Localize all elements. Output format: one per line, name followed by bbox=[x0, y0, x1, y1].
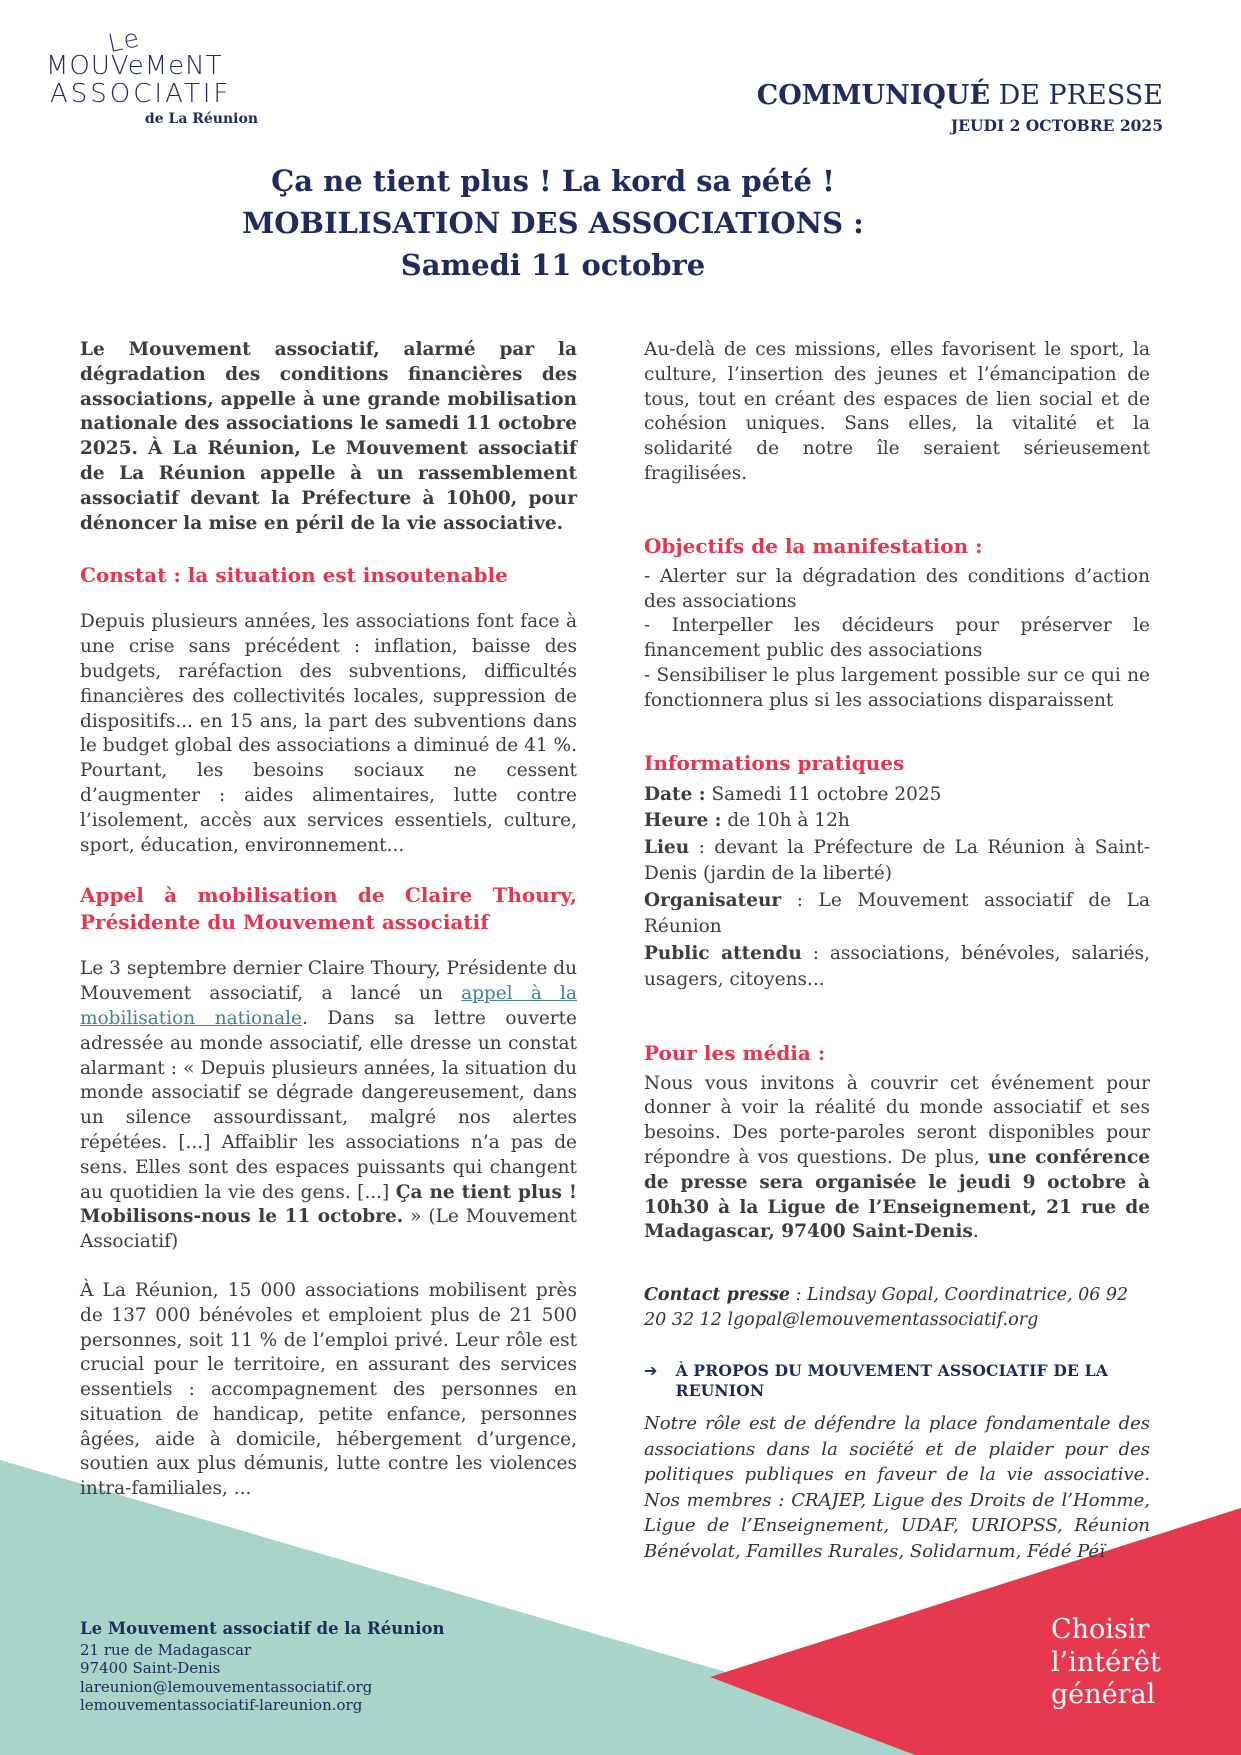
contact-label: Contact presse bbox=[644, 1285, 791, 1306]
mobilisation-nationale-link[interactable]: appel à la mobilisation nationale bbox=[80, 983, 577, 1029]
info-label: Heure : bbox=[644, 810, 722, 832]
heading-objectifs: Objectifs de la manifestation : bbox=[644, 533, 983, 558]
document-kicker bbox=[757, 80, 1163, 135]
objectif-item: - Alerter sur la dégradation des conditions d’action des associations bbox=[644, 565, 1150, 612]
press-contact bbox=[644, 1283, 1150, 1333]
tagline-line-2: l’intérêt bbox=[1051, 1646, 1161, 1678]
info-value: : devant la Préfecture de La Réunion à Saint-Denis (jardin de la liberté) bbox=[644, 836, 1150, 885]
paragraph-appel bbox=[80, 957, 577, 1255]
organization-logo bbox=[46, 22, 258, 127]
objectif-item: - Sensibiliser le plus largement possible sur ce qui ne fonctionnera plus si les associations disparaissent bbox=[644, 664, 1150, 711]
document-date: JEUDI 2 OCTOBRE 2025 bbox=[950, 116, 1163, 135]
paragraph-media bbox=[644, 1072, 1150, 1246]
info-label: Public attendu bbox=[644, 942, 802, 964]
contact-details: : Lindsay Gopal, Coordinatrice, 06 92 20 32 12 lgopal@lemouvementassociatif.org bbox=[644, 1285, 1129, 1331]
info-row-heure bbox=[644, 808, 1150, 835]
logo-line-mouvement: MOUVeMeNT bbox=[46, 51, 223, 81]
media-text-after-bold: . bbox=[972, 1221, 979, 1243]
arrow-right-icon: ➔ bbox=[644, 1361, 658, 1381]
about-title-text: À PROPOS DU MOUVEMENT ASSOCIATIF DE LA REUNION bbox=[675, 1361, 1108, 1401]
appel-bold-quote: Ça ne tient plus ! Mobilisons-nous le 11 octobre. bbox=[80, 1181, 578, 1228]
kicker-title-rest: DE PRESSE bbox=[990, 80, 1163, 111]
title-line-2: MOBILISATION DES ASSOCIATIONS : bbox=[242, 206, 864, 240]
left-column bbox=[80, 338, 577, 1526]
info-row-date bbox=[644, 782, 1150, 809]
kicker-title bbox=[757, 80, 1163, 111]
info-row-public bbox=[644, 941, 1150, 994]
info-row-lieu bbox=[644, 835, 1150, 888]
heading-appel: Appel à mobilisation de Claire Thoury, Présidente du Mouvement associatif bbox=[80, 883, 577, 935]
title-line-1: Ça ne tient plus ! La kord sa pété ! bbox=[271, 164, 835, 198]
footer-website: lemouvementassociatif-lareunion.org bbox=[80, 1696, 363, 1714]
info-row-organisateur bbox=[644, 888, 1150, 941]
infos-pratiques-list bbox=[644, 782, 1150, 994]
heading-constat: Constat : la situation est insoutenable bbox=[80, 563, 508, 588]
heading-media: Pour les média : bbox=[644, 1040, 826, 1065]
tagline-line-1: Choisir bbox=[1051, 1614, 1150, 1645]
appel-text-before-link: Le 3 septembre dernier Claire Thoury, Présidente du Mouvement associatif, a lancé un bbox=[80, 958, 577, 1005]
appel-text-after-bold: » (Le Mouvement Associatif) bbox=[80, 1206, 577, 1253]
footer-address-block bbox=[80, 1620, 444, 1715]
heading-infos-pratiques: Informations pratiques bbox=[644, 750, 905, 775]
info-label: Lieu bbox=[644, 836, 690, 858]
footer-address-line: 97400 Saint-Denis bbox=[80, 1659, 221, 1677]
page-title bbox=[0, 160, 1106, 286]
footer-org-name: Le Mouvement associatif de la Réunion bbox=[80, 1619, 445, 1638]
paragraph-audela: Au-delà de ces missions, elles favorisent le sport, la culture, l’insertion des jeunes et l’émancipation de tous, tout en créant des espaces de lien social et de cohésion uniques. Sans elles, la vitalité et la solidarité de notre île seraient sérieusement fragilisées. bbox=[644, 339, 1150, 484]
about-section-title bbox=[644, 1361, 1150, 1401]
brand-tagline bbox=[1051, 1614, 1161, 1712]
logo-line-le: Le bbox=[105, 22, 144, 59]
footer-address-line: 21 rue de Madagascar bbox=[80, 1640, 252, 1659]
media-text-before-bold: Nous vous invitons à couvrir cet événement pour donner à voir la réalité du monde associatif et ses besoins. Des porte-paroles seront disponibles pour répondre à vos questions. De plus, bbox=[644, 1072, 1150, 1168]
logo-line-associatif: ASSOCIATIF bbox=[50, 79, 232, 109]
intro-paragraph: Le Mouvement associatif, alarmé par la dégradation des conditions financières des associations, appelle à une grande mobilisation nationale des associations le samedi 11 octobre 2025. À La Réunion, Le Mouvement associatif de La Réunion appelle à un rassemblement associatif devant la Préfecture à 10h00, pour dénoncer la mise en péril de la vie associative. bbox=[80, 339, 577, 534]
paragraph-constat: Depuis plusieurs années, les associations font face à une crise sans précédent : inflation, baisse des budgets, raréfaction des subventions, difficultés financières des collectivités locales, suppression de dispositifs... en 15 ans, la part des subventions dans le budget global des associations a diminué de 41 %. Pourtant, les besoins sociaux ne cessent d’augmenter : aides alimentaires, lutte contre l’isolement, accès aux services essentiels, culture, sport, éducation, environnement... bbox=[80, 611, 577, 856]
objectifs-list bbox=[644, 565, 1150, 714]
media-conference-bold: une conférence de presse sera organisée le jeudi 9 octobre à 10h30 à la Ligue de l’Enseignement, 21 rue de Madagascar, 97400 Saint-Denis bbox=[644, 1146, 1150, 1243]
about-section-text: Notre rôle est de défendre la place fondamentale des associations dans la société et de plaider pour des politiques publiques en faveur de la vie associative. Nos membres : CRAJEP, Ligue des Droits de l’Homme, Ligue de l’Enseignement, UDAF, URIOPSS, Réunion Bénévolat, Familles Rurales, Solidarnum, Fédé Péï bbox=[644, 1413, 1150, 1562]
info-value: de 10h à 12h bbox=[721, 810, 850, 832]
tagline-line-3: général bbox=[1051, 1679, 1156, 1710]
info-value: Samedi 11 octobre 2025 bbox=[705, 783, 942, 805]
info-value: : Le Mouvement associatif de La Réunion bbox=[644, 889, 1150, 938]
info-label: Date : bbox=[644, 783, 706, 805]
objectif-item: - Interpeller les décideurs pour préserver le financement public des associations bbox=[644, 615, 1150, 662]
right-column bbox=[644, 338, 1150, 1564]
kicker-title-bold: COMMUNIQUÉ bbox=[756, 80, 991, 111]
info-label: Organisateur bbox=[644, 889, 782, 911]
title-line-3: Samedi 11 octobre bbox=[400, 248, 706, 282]
logo-region-tagline: de La Réunion bbox=[144, 111, 258, 127]
info-value: : associations, bénévoles, salariés, usagers, citoyens... bbox=[644, 942, 1150, 991]
paragraph-reunion-figures: À La Réunion, 15 000 associations mobilisent près de 137 000 bénévoles et emploient plus de 21 500 personnes, soit 11 % de l’emploi privé. Leur rôle est crucial pour le territoire, en assurant des services essentiels : accompagnement des personnes en situation de handicap, petite enfance, personnes âgées, aide à domicile, hébergement d’urgence, soutien aux plus démunis, lutte contre les violences intra-familiales, ... bbox=[80, 1279, 577, 1500]
appel-text-after-link: . Dans sa lettre ouverte adressée au monde associatif, elle dresse un constat alarmant : « Depuis plusieurs années, la situation du monde associatif se dégrade dangereusement, dans un silence assourdissant, malgré nos alertes répétées. [...] Affaiblir les associations n’a pas de sens. Elles sont des espaces puissants qui changent au quotidien la vie des gens. [...] bbox=[80, 1007, 577, 1203]
footer-email: lareunion@lemouvementassociatif.org bbox=[80, 1677, 373, 1696]
